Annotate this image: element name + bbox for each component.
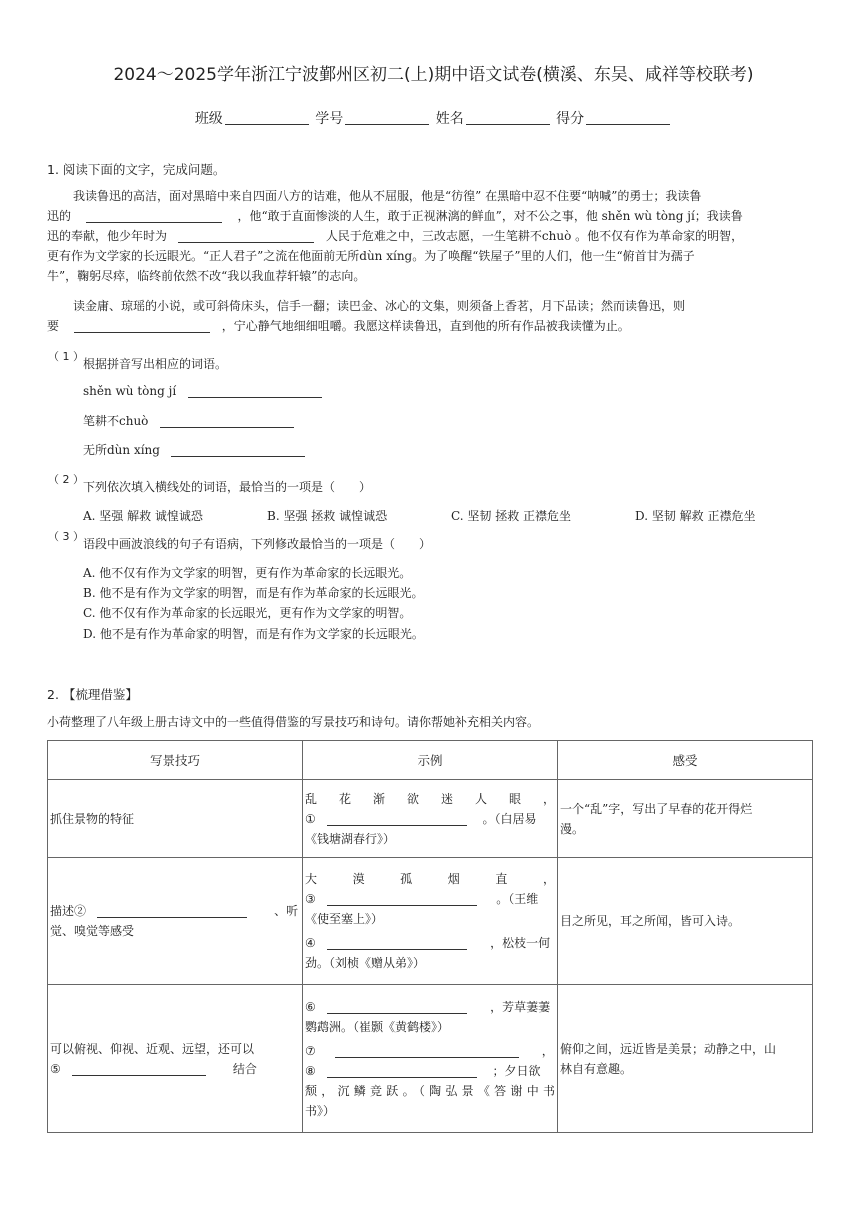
passage-line: 牛”，鞠躬尽瘁，临终前依然不改“我以我血荐轩辕”的志向。 — [47, 269, 366, 283]
blank-circle-1[interactable] — [327, 812, 467, 826]
passage-line: 要 ，宁心静气地细细咀嚼。我愿这样读鲁迅，直到他的所有作品被我读懂为止。 — [47, 319, 630, 333]
column-header: 写景技巧 — [48, 741, 303, 780]
pinyin-item-2: 笔耕不chuò — [83, 412, 294, 429]
option-d[interactable]: D. 坚韧 解救 正襟危坐 — [635, 509, 756, 523]
blank-circle-5[interactable] — [72, 1062, 206, 1076]
table-row — [48, 858, 813, 985]
subquestion-1-text: 根据拼音写出相应的词语。 — [83, 357, 228, 371]
poetry-table — [47, 740, 813, 1133]
blank-circle-2[interactable] — [97, 904, 247, 918]
page-title: 2024～2025学年浙江宁波鄞州区初二(上)期中语文试卷(横溪、东吴、咸祥等校联考) — [113, 65, 754, 85]
option-c[interactable]: C. 他不仅有作为革命家的长远眼光，更有作为文学家的明智。 — [83, 606, 412, 620]
subquestion-3-number: （ 3 ） — [48, 530, 84, 543]
technique-cell: 描述② 、听 觉、嗅觉等感受 — [48, 858, 303, 985]
example-cell: 乱花渐欲迷人眼， ① 。（白居易 《钱塘湖春行》） — [302, 780, 557, 858]
blank-circle-4[interactable] — [327, 936, 467, 950]
passage-line: 迅的奉献，他少年时为 人民于危难之中，三改志愿，一生笔耕不chuò 。他不仅有作为革命家的明智， — [47, 229, 744, 243]
option-a[interactable]: A. 坚强 解救 诚惶诚恐 — [83, 509, 203, 523]
id-field[interactable] — [345, 110, 429, 125]
student-info-line — [0, 108, 867, 128]
question-2-heading: 2. 【梳理借鉴】 — [47, 687, 138, 702]
answer-blank[interactable] — [160, 414, 294, 428]
example-cell: ⑥ ，芳草萋萋 鹦鹉洲。（崔颢《黄鹤楼》） ⑦ ， ⑧ ；夕日欲 颓，沉鳞竞跃。（陶弘景《答谢中书 书》） — [302, 985, 557, 1133]
passage-line: 读金庸、琼瑶的小说，或可斜倚床头，信手一翻；读巴金、冰心的文集，则须备上香茗，月下品读；然而读鲁迅，则 — [73, 299, 686, 313]
feeling-cell: 目之所见，耳之所闻，皆可入诗。 — [557, 858, 812, 985]
blank-1[interactable] — [86, 209, 222, 223]
blank-2[interactable] — [178, 229, 314, 243]
passage-line: 迅的 ，他“敢于直面惨淡的人生，敢于正视淋漓的鲜血”，对不公之事，他 shěn wù tòng jí；我读鲁 — [47, 209, 743, 223]
question-1-heading: 1. 阅读下面的文字，完成问题。 — [47, 162, 226, 177]
table-row — [48, 780, 813, 858]
feeling-cell: 一个“乱”字，写出了早春的花开得烂 漫。 — [557, 780, 812, 858]
technique-cell: 抓住景物的特征 — [48, 780, 303, 858]
option-d[interactable]: D. 他不是有作为革命家的明智，而是有作为文学家的长远眼光。 — [83, 627, 424, 641]
pinyin-item-3: 无所dùn xíng — [83, 441, 305, 458]
example-cell: 大漠孤烟直， ③ 。（王维 《使至塞上》） ④ ，松枝一何 劲。（刘桢《赠从弟》） — [302, 858, 557, 985]
name-field[interactable] — [466, 110, 550, 125]
pinyin-item-1: shěn wù tòng jí — [83, 384, 322, 398]
blank-circle-3[interactable] — [327, 892, 477, 906]
feeling-cell: 俯仰之间，远近皆是美景；动静之中，山 林自有意趣。 — [557, 985, 812, 1133]
id-label: 学号 — [315, 111, 344, 127]
score-field[interactable] — [586, 110, 670, 125]
subquestion-3-text: 语段中画波浪线的句子有语病，下列修改最恰当的一项是（ ） — [83, 537, 432, 551]
question-2-intro: 小荷整理了八年级上册古诗文中的一些值得借鉴的写景技巧和诗句。请你帮她补充相关内容。 — [47, 715, 540, 729]
subquestion-1-number: （ 1 ） — [48, 350, 84, 363]
name-label: 姓名 — [435, 111, 464, 127]
answer-blank[interactable] — [188, 384, 322, 398]
passage-line: 更有作为文学家的长远眼光。“正人君子”之流在他面前无所dùn xíng。为了唤醒“铁屋子”里的人们，他一生“俯首甘为孺子 — [47, 249, 695, 263]
option-b[interactable]: B. 坚强 拯救 诚惶诚恐 — [267, 509, 388, 523]
passage-line: 我读鲁迅的高洁，面对黑暗中来自四面八方的诘难，他从不屈服，他是“彷徨” 在黑暗中忍不住要“呐喊”的勇士；我读鲁 — [73, 189, 702, 203]
subquestion-2-text: 下列依次填入横线处的词语，最恰当的一项是（ ） — [83, 480, 372, 494]
option-c[interactable]: C. 坚韧 拯救 正襟危坐 — [451, 509, 572, 523]
blank-circle-8[interactable] — [327, 1064, 477, 1078]
class-label: 班级 — [194, 111, 223, 127]
blank-circle-6[interactable] — [327, 1000, 467, 1014]
score-label: 得分 — [556, 111, 585, 127]
table-row — [48, 985, 813, 1133]
option-b[interactable]: B. 他不是有作为文学家的明智，而是有作为革命家的长远眼光。 — [83, 586, 424, 600]
column-header: 示例 — [302, 741, 557, 780]
answer-blank[interactable] — [171, 443, 305, 457]
option-a[interactable]: A. 他不仅有作为文学家的明智，更有作为革命家的长远眼光。 — [83, 566, 412, 580]
technique-cell: 可以俯视、仰视、近观、远望，还可以 ⑤ 结合 — [48, 985, 303, 1133]
column-header: 感受 — [557, 741, 812, 780]
class-field[interactable] — [225, 110, 309, 125]
blank-circle-7[interactable] — [335, 1044, 519, 1058]
subquestion-2-number: （ 2 ） — [48, 473, 84, 486]
blank-3[interactable] — [74, 319, 210, 333]
